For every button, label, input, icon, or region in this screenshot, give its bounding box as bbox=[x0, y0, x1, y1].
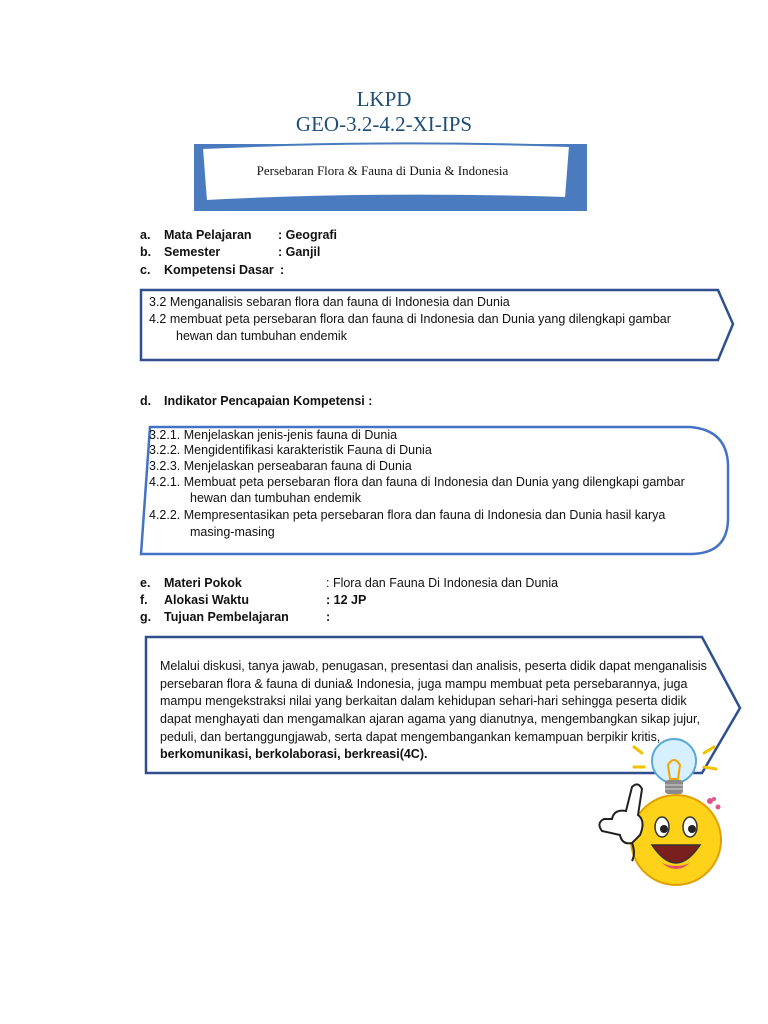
alokasi-label: Alokasi Waktu bbox=[164, 593, 249, 607]
smiley-face-icon bbox=[631, 795, 721, 885]
info-label: Semester bbox=[164, 245, 221, 259]
materi-value: : Flora dan Fauna Di Indonesia dan Dunia bbox=[326, 576, 559, 590]
indikator-item: hewan dan tumbuhan endemik bbox=[190, 491, 361, 505]
smiley-lightbulb-icon bbox=[592, 735, 732, 895]
info-value: : bbox=[280, 263, 285, 277]
info-value: : Ganjil bbox=[278, 245, 321, 259]
tujuan-label: Tujuan Pembelajaran bbox=[164, 610, 289, 624]
tujuan-line: persebaran flora & fauna di dunia& Indonesia, juga mampu membuat peta persebarannya, juga bbox=[160, 677, 688, 691]
document-title: LKPD bbox=[356, 87, 412, 111]
tujuan-line: Melalui diskusi, tanya jawab, penugasan, presentasi dan analisis, peserta didik dapat menganalisis bbox=[160, 659, 707, 673]
kd-line-3: hewan dan tumbuhan endemik bbox=[176, 329, 347, 343]
tujuan-line: mampu mengekstraksi nilai yang berkaitan dalam kehidupan sehari-hari sehingga peserta didik bbox=[160, 694, 687, 708]
tujuan-last-line: berkomunikasi, berkolaborasi, berkreasi(4C). bbox=[160, 747, 428, 761]
indikator-item: masing-masing bbox=[190, 525, 275, 539]
tujuan-line: peduli, dan bertanggungjawab, serta dapat mengembangankan kemampuan berpikir kritis, bbox=[160, 730, 661, 744]
info-label: Kompetensi Dasar bbox=[164, 263, 274, 277]
info-key: a. bbox=[140, 228, 151, 242]
tujuan-key: g. bbox=[140, 610, 152, 624]
alokasi-value: : 12 JP bbox=[326, 593, 367, 607]
tujuan-value: : bbox=[326, 610, 331, 624]
materi-label: Materi Pokok bbox=[164, 576, 242, 590]
materi-key: e. bbox=[140, 576, 151, 590]
info-label: Mata Pelajaran bbox=[164, 228, 252, 242]
indikator-item: 3.2.1. Menjelaskan jenis-jenis fauna di Dunia bbox=[149, 428, 398, 442]
indikator-item: 3.2.2. Mengidentifikasi karakteristik Fauna di Dunia bbox=[149, 443, 432, 457]
banner-title: Persebaran Flora & Fauna di Dunia & Indonesia bbox=[256, 163, 509, 178]
indikator-label: Indikator Pencapaian Kompetensi : bbox=[164, 394, 373, 408]
indikator-item: 4.2.1. Membuat peta persebaran flora dan fauna di Indonesia dan Dunia yang dilengkapi gambar bbox=[149, 475, 685, 489]
kd-line-2: 4.2 membuat peta persebaran flora dan fauna di Indonesia dan Dunia yang dilengkapi gambar bbox=[149, 312, 671, 326]
indikator-item: 3.2.3. Menjelaskan perseabaran fauna di Dunia bbox=[149, 459, 412, 473]
document-code: GEO-3.2-4.2-XI-IPS bbox=[295, 112, 473, 136]
indikator-key: d. bbox=[140, 394, 152, 408]
tujuan-line: dapat menghayati dan mengamalkan ajaran agama yang dianutnya, mengembangkan sikap jujur, bbox=[160, 712, 700, 726]
alokasi-key: f. bbox=[140, 593, 148, 607]
indikator-item: 4.2.2. Mempresentasikan peta persebaran flora dan fauna di Indonesia dan Dunia hasil karya bbox=[149, 508, 666, 522]
kd-line-1: 3.2 Menganalisis sebaran flora dan fauna di Indonesia dan Dunia bbox=[149, 295, 510, 309]
lightbulb-icon bbox=[652, 739, 696, 794]
info-key: b. bbox=[140, 245, 152, 259]
info-key: c. bbox=[140, 263, 151, 277]
info-value: : Geografi bbox=[278, 228, 338, 242]
